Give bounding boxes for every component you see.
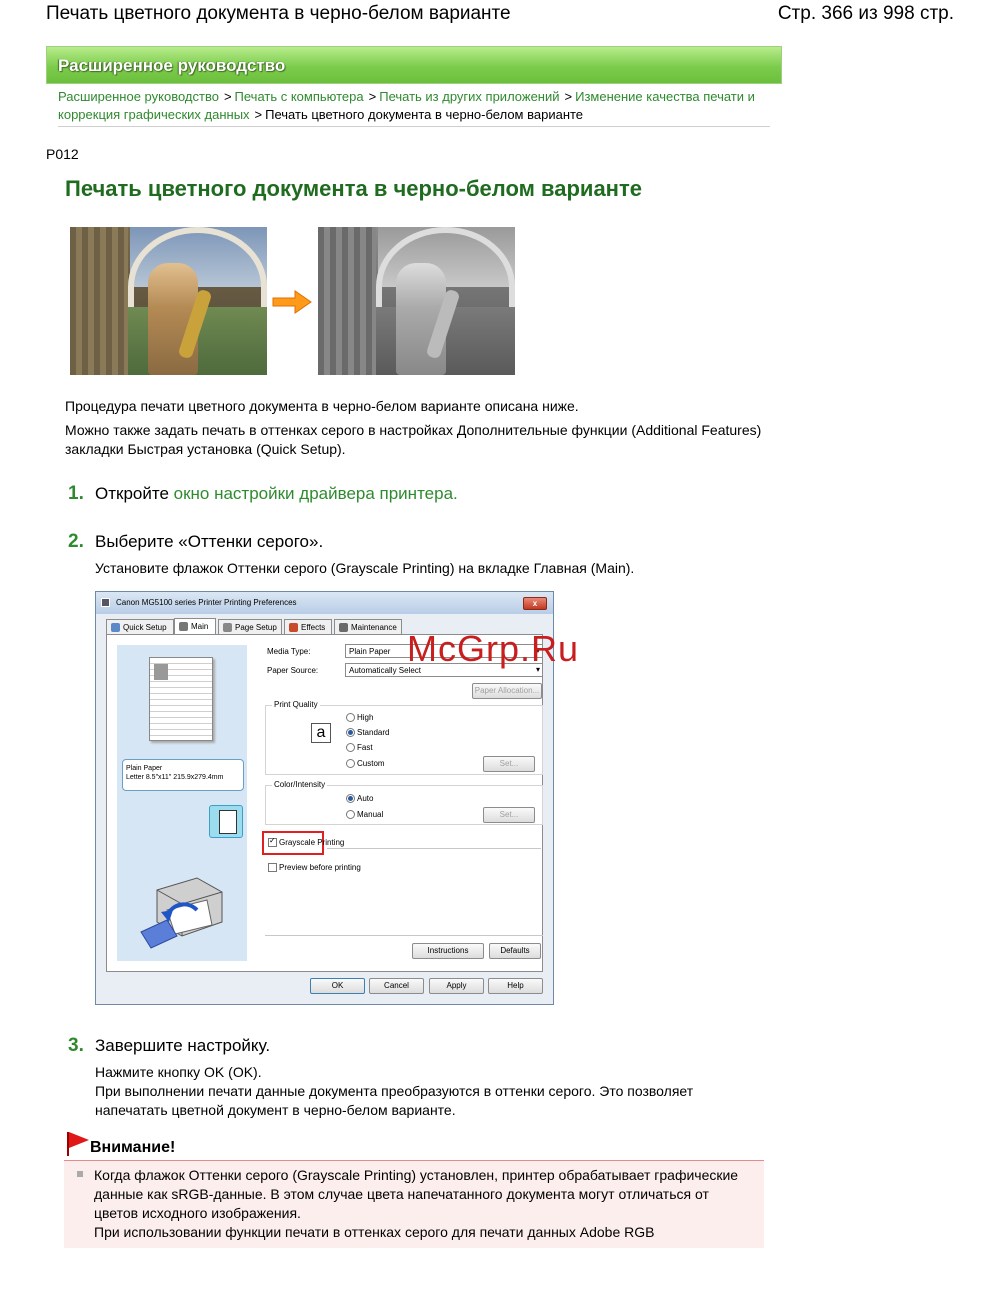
- breadcrumb-link-advanced-guide[interactable]: Расширенное руководство: [58, 89, 219, 104]
- orientation-icon[interactable]: [209, 805, 243, 838]
- breadcrumb-link-print-from-computer[interactable]: Печать с компьютера: [234, 89, 364, 104]
- breadcrumb: [58, 88, 758, 124]
- quality-preview-icon: a: [311, 723, 331, 743]
- color-auto-radio[interactable]: Auto: [346, 794, 373, 803]
- breadcrumb-link-other-apps[interactable]: Печать из других приложений: [379, 89, 560, 104]
- breadcrumb-separator: >: [254, 107, 263, 122]
- driver-setup-link[interactable]: окно настройки драйвера принтера.: [173, 484, 458, 503]
- paper-source-label: Paper Source:: [267, 666, 319, 675]
- step-number: 2.: [68, 531, 84, 552]
- tab-label: Effects: [301, 623, 326, 632]
- paper-size-text: Letter 8.5"x11" 215.9x279.4mm: [126, 774, 224, 781]
- help-button[interactable]: Help: [488, 978, 543, 994]
- quality-set-button[interactable]: Set...: [483, 756, 535, 772]
- quick-setup-icon: [111, 623, 120, 632]
- ok-button[interactable]: OK: [310, 978, 365, 994]
- tab-label: Page Setup: [235, 623, 277, 632]
- paper-allocation-button[interactable]: Paper Allocation...: [472, 683, 542, 699]
- step-title: Выберите «Оттенки серого».: [95, 532, 324, 551]
- step-title-text: Откройте: [95, 484, 174, 503]
- page-counter: Стр. 366 из 998 стр.: [777, 3, 954, 24]
- caution-text: Когда флажок Оттенки серого (Grayscale Printing) установлен, принтер обрабатывает графические данные как sRGB-данные. В этом случае цвета напечатанного документа могут отличаться от цветов исходного изображения. При использовании функции печати в оттенках серого для печати данных Adobe RGB: [94, 1167, 739, 1240]
- page-title: Печать цветного документа в черно-белом варианте: [65, 176, 642, 201]
- caution-title: Внимание!: [90, 1139, 176, 1156]
- banner-title: Расширенное руководство: [58, 56, 286, 75]
- step-title: Завершите настройку.: [95, 1036, 271, 1055]
- caution-flag-icon: [66, 1131, 90, 1157]
- breadcrumb-separator: >: [564, 89, 573, 104]
- tab-label: Quick Setup: [123, 623, 167, 632]
- document-header-title: Печать цветного документа в черно-белом варианте: [46, 3, 511, 24]
- instructions-button[interactable]: Instructions: [412, 943, 484, 959]
- tab-maintenance[interactable]: [334, 619, 402, 635]
- dialog-title: Canon MG5100 series Printer Printing Preferences: [116, 598, 297, 607]
- paper-source-select[interactable]: Automatically Select ▾: [345, 663, 543, 677]
- maintenance-icon: [339, 623, 348, 632]
- print-preview-pane: [117, 645, 247, 961]
- tab-label: Maintenance: [351, 623, 397, 632]
- divider: [265, 935, 543, 936]
- color-manual-radio[interactable]: Manual: [346, 810, 383, 819]
- watermark-text: McGrp.Ru: [407, 628, 580, 669]
- page-setup-icon: [223, 623, 232, 632]
- caution-box: [64, 1160, 764, 1248]
- step-number: 1.: [68, 483, 84, 504]
- cancel-button[interactable]: Cancel: [369, 978, 424, 994]
- step-description: Нажмите кнопку OK (OK). При выполнении печати данные документа преобразуются в оттенки серого. Это позволяет напечатать цветной документ в черно-белом варианте.: [95, 1064, 694, 1118]
- color-set-button[interactable]: Set...: [483, 807, 535, 823]
- dialog-titlebar: [96, 592, 553, 614]
- close-button[interactable]: x: [523, 597, 547, 610]
- step-number: 3.: [68, 1035, 84, 1056]
- color-intensity-label: Color/Intensity: [274, 780, 326, 789]
- preview-before-printing-checkbox[interactable]: Preview before printing: [268, 863, 361, 872]
- breadcrumb-separator: >: [223, 89, 232, 104]
- apply-button[interactable]: Apply: [429, 978, 484, 994]
- page-preview: [149, 657, 213, 741]
- grayscale-photo: [318, 227, 515, 375]
- quality-custom-radio[interactable]: Custom: [346, 759, 385, 768]
- intro-paragraph: Можно также задать печать в оттенках серого в настройках Дополнительные функции (Additional Features) закладки Быстрая установка (Quick Setup).: [65, 422, 762, 457]
- tab-page-setup[interactable]: [218, 619, 282, 635]
- tab-label: Main: [191, 622, 209, 631]
- step-title: [95, 484, 458, 504]
- breadcrumb-divider: [58, 126, 770, 127]
- arrow-right-icon: [271, 288, 313, 316]
- tab-effects[interactable]: [284, 619, 332, 635]
- breadcrumb-current: Печать цветного документа в черно-белом варианте: [265, 107, 584, 122]
- main-tab-panel: [106, 634, 543, 972]
- main-icon: [179, 622, 188, 631]
- printer-illustration-icon: [137, 870, 227, 950]
- paper-info-box: [122, 759, 244, 791]
- topic-code: P012: [46, 146, 79, 162]
- color-photo: [70, 227, 267, 375]
- breadcrumb-separator: >: [368, 89, 377, 104]
- breadcrumb-link-quality[interactable]: Изменение качества печати и коррекция графических данных: [58, 89, 755, 122]
- bullet-icon: [77, 1171, 83, 1177]
- printer-icon: [101, 598, 110, 607]
- quality-standard-radio[interactable]: Standard: [346, 728, 389, 737]
- effects-icon: [289, 623, 298, 632]
- step-description: Установите флажок Оттенки серого (Grayscale Printing) на вкладке Главная (Main).: [95, 560, 635, 576]
- print-quality-label: Print Quality: [274, 700, 318, 709]
- tab-quick-setup[interactable]: [106, 619, 174, 635]
- divider: [327, 848, 541, 849]
- grayscale-printing-checkbox[interactable]: Grayscale Printing ✓: [268, 838, 344, 847]
- quality-high-radio[interactable]: High: [346, 713, 373, 722]
- defaults-button[interactable]: Defaults: [489, 943, 541, 959]
- media-type-select[interactable]: Plain Paper ▾: [345, 644, 543, 658]
- quality-fast-radio[interactable]: Fast: [346, 743, 373, 752]
- media-type-label: Media Type:: [267, 647, 311, 656]
- guide-banner: [46, 46, 782, 84]
- intro-paragraph: Процедура печати цветного документа в черно-белом варианте описана ниже.: [65, 398, 579, 414]
- paper-type-text: Plain Paper: [126, 765, 163, 772]
